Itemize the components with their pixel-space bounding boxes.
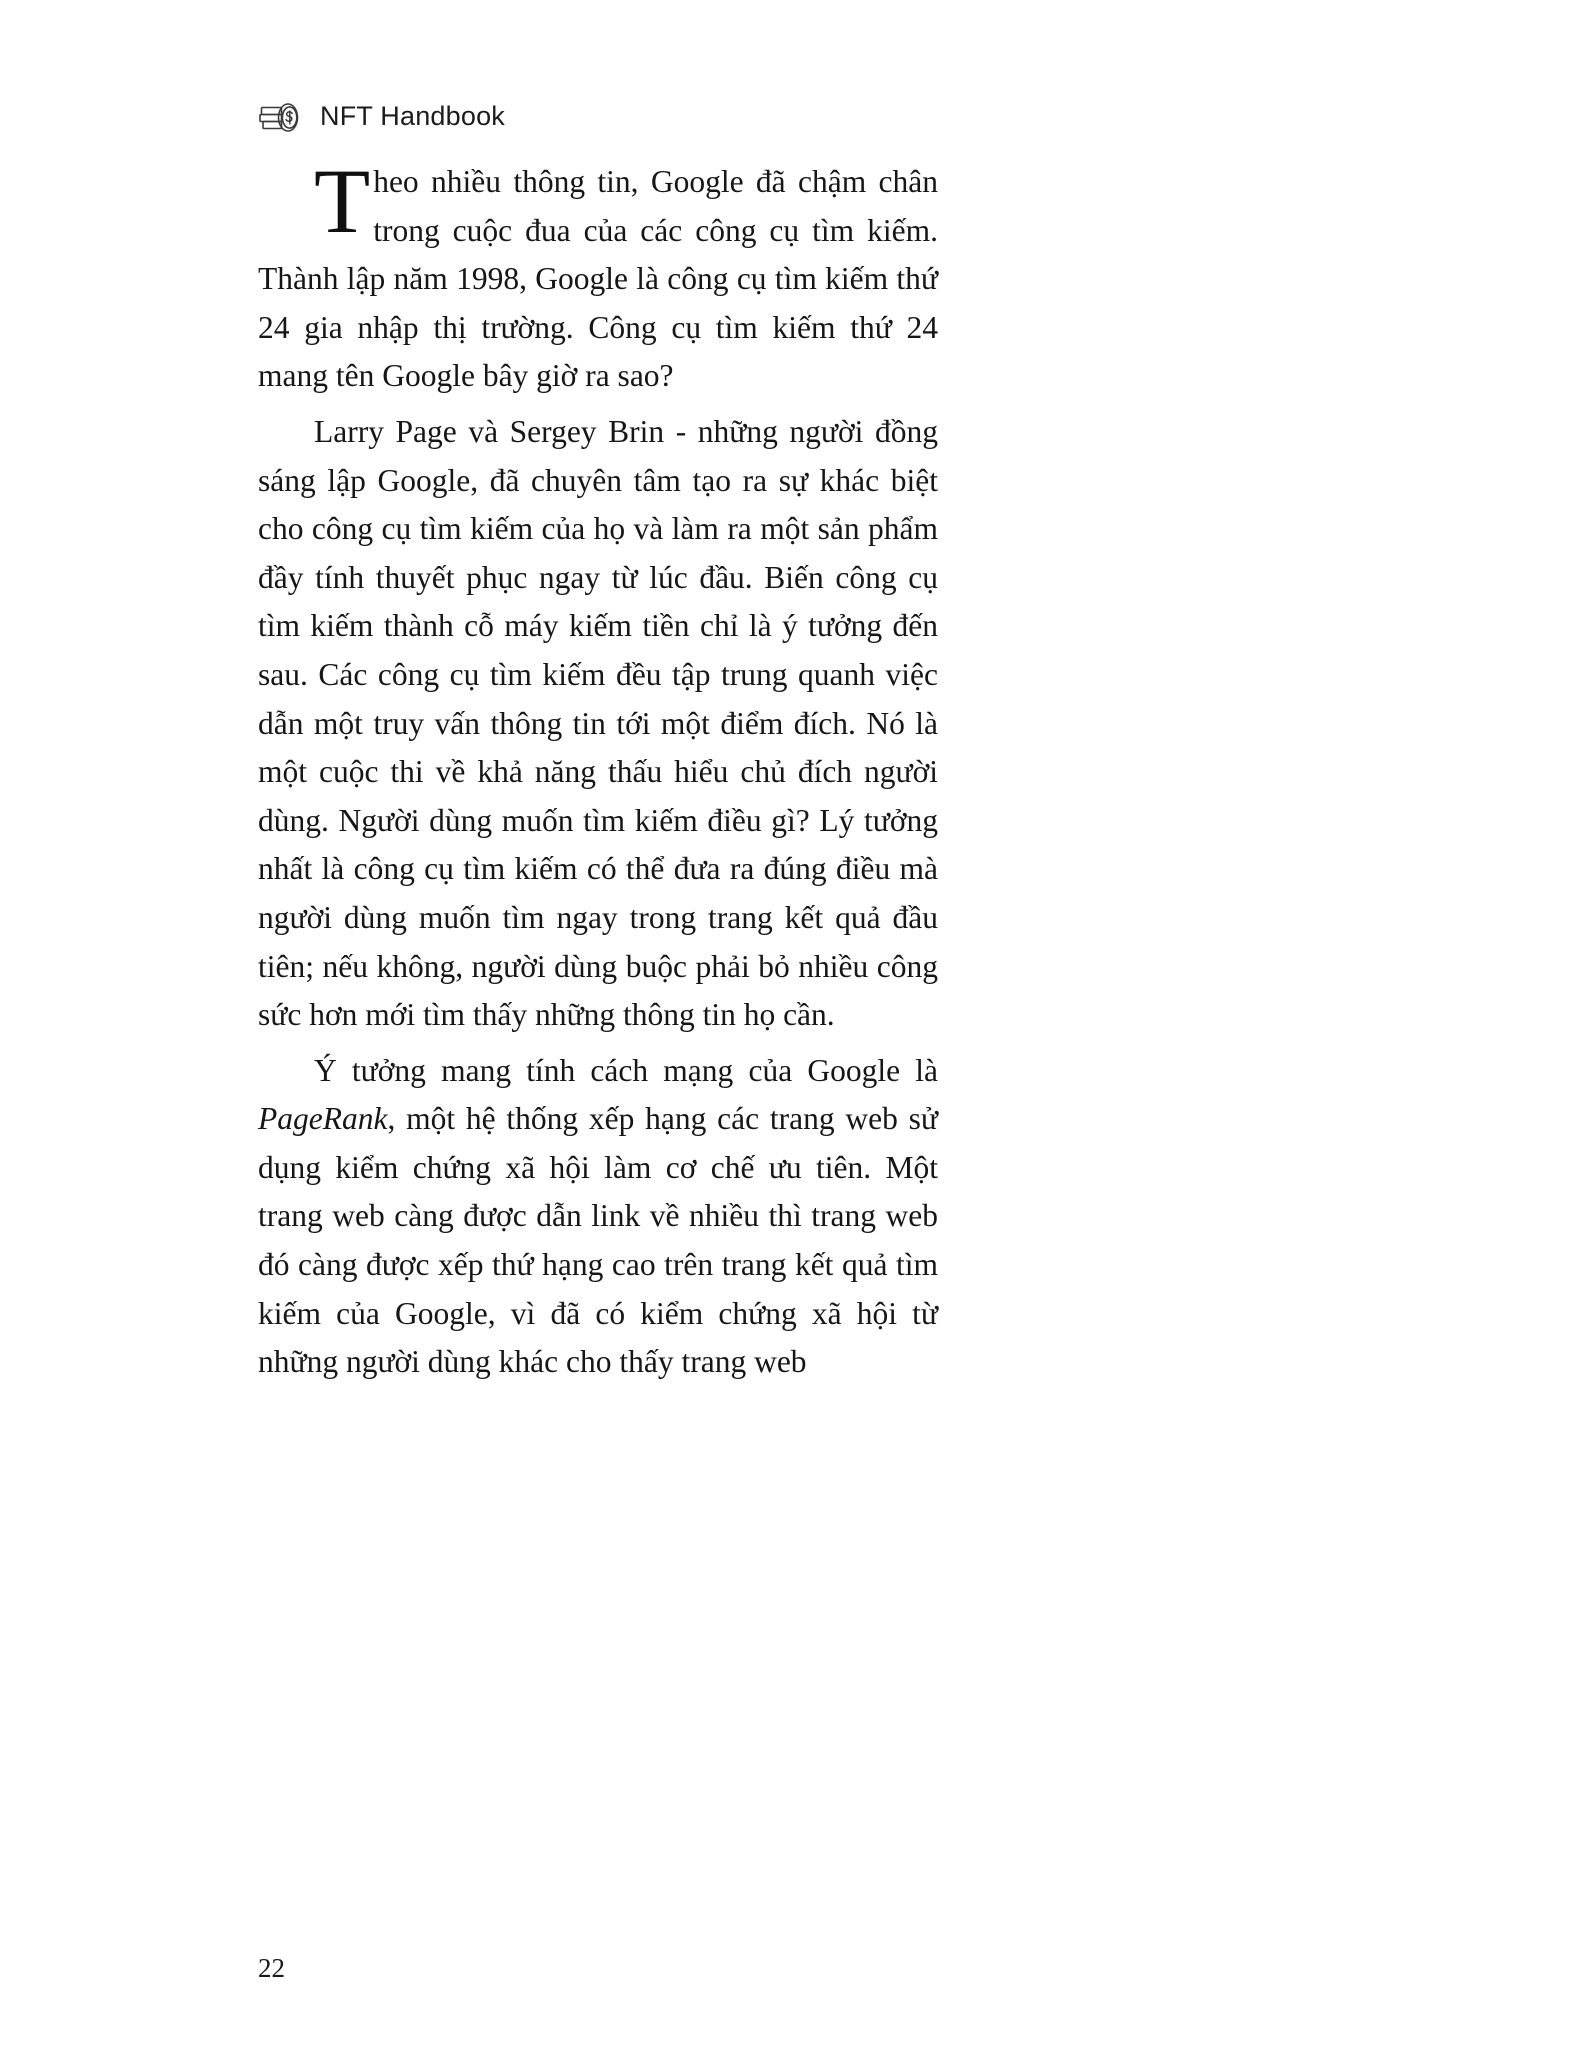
running-header: [258, 94, 505, 138]
paragraph-3-tail: , một hệ thống xếp hạng các trang web sử dụng kiểm chứng xã hội làm cơ chế ưu tiên. Một trang web càng được dẫn link về nhiều thì trang web đó càng được xếp thứ hạng cao trên trang kết quả tìm kiếm của Google, vì đã có kiểm chứng xã hội từ những người dùng khác cho thấy trang web: [258, 1101, 938, 1380]
pagerank-term: PageRank: [258, 1101, 388, 1137]
paragraph-3-lead: Ý tưởng mang tính cách mạng của Google là: [314, 1052, 938, 1088]
coin-stack-dollar-icon: [258, 96, 306, 136]
header-title: NFT Handbook: [320, 100, 505, 131]
paragraph-2: [258, 408, 938, 1040]
paragraph-1: [258, 150, 938, 401]
page-number: 22: [258, 1953, 285, 1983]
drop-cap: T: [314, 150, 371, 252]
body-text-column: [258, 150, 938, 1387]
paragraph-1-text: heo nhiều thông tin, Google đã chậm chân trong cuộc đua của các công cụ tìm kiếm. Thành lập năm 1998, Google là công cụ tìm kiếm thứ 24 gia nhập thị trường. Công cụ tìm kiếm thứ 24 mang tên Google bây giờ ra sao?: [258, 164, 938, 394]
paragraph-3: [258, 1047, 938, 1387]
paragraph-2-text: Larry Page và Sergey Brin - những người đồng sáng lập Google, đã chuyên tâm tạo ra sự khác biệt cho công cụ tìm kiếm của họ và làm ra một sản phẩm đầy tính thuyết phục ngay từ lúc đầu. Biến công cụ tìm kiếm thành cỗ máy kiếm tiền chỉ là ý tưởng đến sau. Các công cụ tìm kiếm đều tập trung quanh việc dẫn một truy vấn thông tin tới một điểm đích. Nó là một cuộc thi về khả năng thấu hiểu chủ đích người dùng. Người dùng muốn tìm kiếm điều gì? Lý tưởng nhất là công cụ tìm kiếm có thể đưa ra đúng điều mà người dùng muốn tìm ngay trong trang kết quả đầu tiên; nếu không, người dùng buộc phải bỏ nhiều công sức hơn mới tìm thấy những thông tin họ cần.: [258, 413, 938, 1033]
